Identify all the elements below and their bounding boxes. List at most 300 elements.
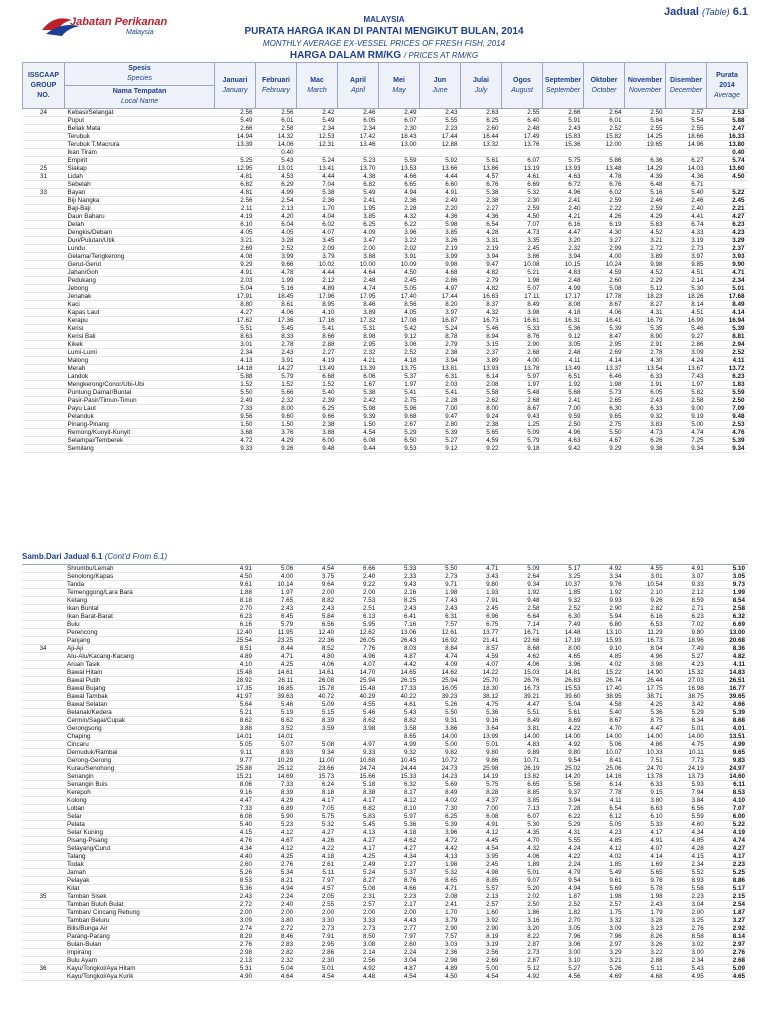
average-cell: 4.74 (707, 837, 748, 845)
price-cell: 2.90 (502, 341, 543, 349)
price-cell: 4.54 (296, 973, 337, 981)
table-row (23, 109, 748, 117)
price-cell: 3.01 (215, 341, 256, 349)
table-row (23, 165, 748, 173)
price-cell: 17.17 (543, 293, 584, 301)
price-cell: 2.12 (297, 277, 338, 285)
price-cell: 2.67 (379, 421, 420, 429)
price-cell: 17.16 (297, 317, 338, 325)
price-cell: 5.54 (666, 117, 707, 125)
month-header: Mei May (379, 63, 420, 109)
price-cell: 9.34 (666, 445, 707, 453)
price-cell: 2.49 (420, 197, 461, 205)
price-cell: 5.12 (625, 285, 666, 293)
price-cell: 8.39 (296, 717, 337, 725)
price-cell: 3.33 (337, 917, 378, 925)
price-cell: 5.65 (461, 429, 502, 437)
price-cell: 2.30 (502, 197, 543, 205)
price-cell: 9.54 (543, 877, 584, 885)
price-cell: 6.75 (460, 621, 501, 629)
price-cell: 8.85 (460, 877, 501, 885)
price-cell: 5.11 (625, 965, 666, 973)
group-cell (23, 197, 65, 205)
price-cell: 10.29 (255, 757, 296, 765)
price-cell: 5.43 (378, 709, 419, 717)
price-cell: 2.09 (297, 245, 338, 253)
table-row (22, 709, 748, 717)
price-cell: 8.75 (625, 717, 666, 725)
table-row (23, 405, 748, 413)
price-cell: 14.61 (255, 669, 296, 677)
price-cell: 3.79 (419, 917, 460, 925)
price-cell: 4.50 (379, 269, 420, 277)
price-cell: 7.43 (419, 597, 460, 605)
table-row (22, 637, 748, 645)
price-cell: 2.87 (501, 957, 542, 965)
price-cell: 4.25 (255, 853, 296, 861)
price-cell: 6.02 (297, 221, 338, 229)
table-row (22, 789, 748, 797)
price-cell: 3.20 (543, 237, 584, 245)
price-cell: 2.76 (214, 941, 255, 949)
price-cell: 2.42 (297, 109, 338, 117)
species-name-cell: Alu-Alu/Kacang-Kacang (64, 653, 214, 661)
price-cell: 2.36 (379, 197, 420, 205)
table-row (22, 565, 748, 573)
unit-title: HARGA DALAM RM/KG / PRICES AT RM/KG (289, 50, 479, 61)
average-cell: 6.23 (707, 221, 748, 229)
price-cell: 14.06 (256, 141, 297, 149)
price-cell: 5.15 (296, 709, 337, 717)
average-cell: 6.11 (707, 781, 748, 789)
price-cell: 5.92 (420, 157, 461, 165)
average-cell: 4.99 (707, 741, 748, 749)
price-cell: 4.64 (338, 269, 379, 277)
average-cell: 9.48 (707, 413, 748, 421)
price-cell: 24.44 (378, 765, 419, 773)
price-cell: 9.68 (379, 413, 420, 421)
price-cell: 5.61 (461, 157, 502, 165)
price-cell: 8.29 (214, 933, 255, 941)
price-cell: 8.41 (584, 757, 625, 765)
group-cell (23, 333, 65, 341)
price-cell: 38.95 (584, 693, 625, 701)
price-cell: 9.80 (666, 629, 707, 637)
table-row (23, 229, 748, 237)
price-cell: 40.29 (337, 693, 378, 701)
price-cell: 39.63 (255, 693, 296, 701)
price-cell: 2.56 (215, 109, 256, 117)
price-cell: 4.50 (419, 973, 460, 981)
price-cell: 27.03 (666, 677, 707, 685)
price-cell: 4.23 (584, 829, 625, 837)
price-cell: 5.46 (337, 709, 378, 717)
price-cell: 8.57 (460, 645, 501, 653)
price-cell: 2.57 (666, 109, 707, 117)
group-cell (23, 317, 65, 325)
price-cell: 1.85 (543, 589, 584, 597)
price-cell: 2.56 (460, 949, 501, 957)
price-cell: 13.10 (584, 629, 625, 637)
price-cell: 10.24 (584, 261, 625, 269)
price-cell: 2.58 (256, 125, 297, 133)
species-name-cell: Kapas Laut (65, 309, 215, 317)
price-cell: 9.54 (543, 757, 584, 765)
price-cell: 13.49 (297, 365, 338, 373)
price-cell: 4.05 (256, 229, 297, 237)
group-cell (22, 909, 64, 917)
price-cell: 7.00 (460, 805, 501, 813)
price-cell: 2.60 (214, 861, 255, 869)
group-cell (22, 781, 64, 789)
species-name-cell: Bilis/Bunga Air (64, 925, 214, 933)
price-cell: 7.33 (215, 405, 256, 413)
group-cell (22, 685, 64, 693)
price-cell: 5.41 (379, 389, 420, 397)
price-cell: 5.16 (625, 189, 666, 197)
price-cell: 8.46 (338, 301, 379, 309)
price-cell: 5.46 (461, 325, 502, 333)
price-cell: 5.16 (256, 285, 297, 293)
average-cell: 8.81 (707, 333, 748, 341)
price-cell: 6.33 (625, 781, 666, 789)
table-row (22, 613, 748, 621)
price-cell: 2.49 (215, 397, 256, 405)
species-name-cell: Pelata (64, 821, 214, 829)
price-cell: 5.40 (297, 389, 338, 397)
price-cell: 4.85 (666, 837, 707, 845)
price-cell: 7.14 (501, 621, 542, 629)
species-header: Spesis Species (65, 63, 215, 86)
price-cell: 3.99 (420, 253, 461, 261)
price-cell: 15.66 (337, 773, 378, 781)
price-cell: 5.88 (215, 373, 256, 381)
price-cell: 2.43 (378, 605, 419, 613)
price-cell: 3.10 (543, 957, 584, 965)
price-cell: 4.72 (215, 437, 256, 445)
price-cell: 4.00 (502, 357, 543, 365)
price-cell: 4.86 (625, 741, 666, 749)
price-cell: 5.83 (625, 221, 666, 229)
price-cell: 3.86 (419, 725, 460, 733)
group-cell: 31 (23, 173, 65, 181)
price-cell: 5.27 (666, 653, 707, 661)
price-cell: 19.65 (625, 141, 666, 149)
price-cell: 25.70 (460, 677, 501, 685)
price-cell: 6.32 (378, 781, 419, 789)
price-cell: 3.06 (379, 341, 420, 349)
species-name-cell: Siakap (65, 165, 215, 173)
price-cell: 2.13 (460, 893, 501, 901)
group-cell (23, 133, 65, 141)
price-cell: 11.29 (625, 629, 666, 637)
table-row (23, 293, 748, 301)
price-cell: 5.36 (543, 325, 584, 333)
price-cell: 2.41 (543, 397, 584, 405)
price-cell: 2.88 (297, 341, 338, 349)
price-cell: 8.95 (297, 301, 338, 309)
price-cell: 5.69 (584, 885, 625, 893)
price-cell: 4.18 (543, 309, 584, 317)
price-cell: 18.43 (379, 133, 420, 141)
price-cell: 6.53 (625, 621, 666, 629)
price-cell: 5.55 (543, 837, 584, 845)
price-cell: 8.21 (255, 877, 296, 885)
price-cell: 2.40 (337, 573, 378, 581)
species-name-cell: Kaci (65, 301, 215, 309)
price-cell: 4.91 (625, 837, 666, 845)
price-cell: 6.05 (338, 117, 379, 125)
price-cell: 14.32 (256, 133, 297, 141)
price-cell: 7.00 (420, 405, 461, 413)
price-cell: 2.98 (214, 949, 255, 957)
table-row (22, 829, 748, 837)
price-cell: 4.20 (256, 213, 297, 221)
price-cell: 5.49 (215, 117, 256, 125)
species-name-cell: Cermin/Sagai/Cupak (64, 717, 214, 725)
price-cell: 13.53 (379, 165, 420, 173)
price-cell: 2.48 (543, 349, 584, 357)
price-cell: 2.69 (460, 957, 501, 965)
price-cell: 5.18 (337, 781, 378, 789)
price-cell: 10.09 (379, 261, 420, 269)
price-cell: 6.07 (501, 813, 542, 821)
price-cell: 1.25 (502, 421, 543, 429)
price-cell: 2.72 (214, 901, 255, 909)
price-cell: 16.85 (255, 685, 296, 693)
price-cell: 17.40 (584, 685, 625, 693)
species-name-cell: Sebelah (65, 181, 215, 189)
price-cell: 2.91 (625, 341, 666, 349)
price-cell: 5.58 (461, 389, 502, 397)
price-cell: 4.07 (460, 661, 501, 669)
price-cell: 4.07 (297, 229, 338, 237)
average-cell: 4.10 (707, 797, 748, 805)
average-cell: 1.83 (707, 381, 748, 389)
price-cell: 10.71 (501, 757, 542, 765)
price-cell: 9.53 (379, 445, 420, 453)
price-cell: 3.85 (420, 229, 461, 237)
price-cell: 2.39 (297, 397, 338, 405)
price-cell: 4.25 (337, 853, 378, 861)
price-cell: 16.31 (543, 317, 584, 325)
price-cell: 8.49 (419, 789, 460, 797)
average-cell: 13.60 (707, 165, 748, 173)
price-cell: 2.43 (214, 893, 255, 901)
price-cell: 4.55 (625, 565, 666, 573)
price-cell: 2.00 (214, 909, 255, 917)
species-name-cell: Remong/Kunyit-Kunyit (65, 429, 215, 437)
price-cell: 9.27 (666, 333, 707, 341)
group-cell (22, 653, 64, 661)
price-cell: 8.18 (214, 597, 255, 605)
average-cell: 5.39 (707, 325, 748, 333)
price-cell: 13.70 (338, 165, 379, 173)
price-cell: 2.34 (666, 861, 707, 869)
price-cell: 3.00 (666, 949, 707, 957)
price-cell: 4.67 (255, 837, 296, 845)
group-cell (23, 421, 65, 429)
price-cell: 3.86 (502, 253, 543, 261)
price-cell: 3.81 (501, 725, 542, 733)
price-cell: 2.68 (502, 397, 543, 405)
price-cell: 9.47 (420, 413, 461, 421)
average-cell: 14.60 (707, 773, 748, 781)
price-cell: 9.32 (625, 413, 666, 421)
price-cell: 4.19 (297, 357, 338, 365)
price-cell: 6.10 (215, 221, 256, 229)
country-title: MALAYSIA (363, 15, 405, 24)
price-cell: 8.65 (419, 877, 460, 885)
price-cell: 2.08 (461, 381, 502, 389)
price-cell: 14.20 (543, 773, 584, 781)
price-cell: 9.56 (215, 413, 256, 421)
price-cell: 6.40 (502, 117, 543, 125)
price-cell: 5.29 (666, 709, 707, 717)
price-cell: 2.90 (584, 605, 625, 613)
price-cell: 4.98 (460, 869, 501, 877)
price-cell: 9.33 (337, 749, 378, 757)
price-cell: 4.73 (502, 229, 543, 237)
table-row (22, 629, 748, 637)
price-cell: 40.22 (378, 693, 419, 701)
price-cell: 1.50 (256, 421, 297, 429)
average-cell: 1.87 (707, 909, 748, 917)
price-cell: 17.49 (502, 133, 543, 141)
price-cell: 8.27 (625, 301, 666, 309)
price-cell: 4.44 (297, 269, 338, 277)
price-cell: 2.11 (215, 205, 256, 213)
average-cell: 8.86 (707, 877, 748, 885)
table-row (22, 869, 748, 877)
price-cell: 5.45 (337, 821, 378, 829)
average-cell: 5.74 (707, 157, 748, 165)
price-cell: 9.34 (296, 749, 337, 757)
price-cell: 6.89 (255, 805, 296, 813)
price-cell: 4.04 (297, 213, 338, 221)
group-cell (22, 597, 64, 605)
price-cell: 14.81 (543, 669, 584, 677)
price-cell: 2.95 (296, 941, 337, 949)
average-header: Purata 2014 Average (707, 63, 748, 109)
price-cell: 4.63 (543, 173, 584, 181)
price-cell: 7.00 (543, 405, 584, 413)
price-cell: 5.37 (379, 373, 420, 381)
price-cell: 2.45 (460, 605, 501, 613)
price-cell (584, 149, 625, 157)
price-cell: 3.29 (584, 949, 625, 957)
average-cell: 1.99 (707, 589, 748, 597)
price-cell: 4.55 (337, 701, 378, 709)
price-cell: 3.91 (379, 253, 420, 261)
price-cell: 8.61 (256, 301, 297, 309)
price-cell: 3.31 (461, 237, 502, 245)
price-cell: 3.96 (543, 661, 584, 669)
average-cell: 13.72 (707, 365, 748, 373)
group-cell (22, 677, 64, 685)
price-cell: 9.43 (378, 581, 419, 589)
price-cell: 5.33 (502, 325, 543, 333)
price-cell: 8.34 (666, 717, 707, 725)
price-cell: 9.37 (543, 789, 584, 797)
table-row (23, 341, 748, 349)
price-cell: 5.43 (666, 965, 707, 973)
price-cell: 3.88 (297, 429, 338, 437)
price-cell: 9.80 (543, 749, 584, 757)
price-cell: 4.40 (214, 853, 255, 861)
price-cell: 13.73 (666, 773, 707, 781)
table-row (22, 573, 748, 581)
species-name-cell: Landok (65, 373, 215, 381)
price-cell: 14.70 (337, 669, 378, 677)
price-cell: 4.89 (297, 285, 338, 293)
price-cell: 26.08 (296, 677, 337, 685)
average-cell: 24.97 (707, 765, 748, 773)
species-name-cell: Tamban/ Cincang Rebung (64, 909, 214, 917)
species-name-cell: Beliak Mata (65, 125, 215, 133)
price-cell: 2.40 (255, 901, 296, 909)
price-cell: 2.50 (625, 109, 666, 117)
price-cell: 4.61 (378, 701, 419, 709)
price-cell: 9.85 (666, 261, 707, 269)
price-cell (296, 733, 337, 741)
price-cell: 4.68 (420, 269, 461, 277)
price-cell: 6.00 (297, 437, 338, 445)
price-cell: 2.46 (625, 197, 666, 205)
species-name-cell: Puntung Damar/Buntal (65, 389, 215, 397)
price-cell: 2.87 (501, 941, 542, 949)
price-cell: 9.18 (502, 445, 543, 453)
price-cell: 4.14 (584, 357, 625, 365)
price-cell: 4.47 (543, 229, 584, 237)
average-cell: 6.23 (707, 373, 748, 381)
price-cell: 12.40 (296, 629, 337, 637)
species-name-cell: Terubuk T.Macrura (65, 141, 215, 149)
table-row (23, 205, 748, 213)
price-cell: 4.95 (666, 973, 707, 981)
price-cell: 5.26 (214, 869, 255, 877)
price-cell: 4.97 (420, 285, 461, 293)
price-cell: 9.29 (584, 445, 625, 453)
price-cell: 5.20 (501, 885, 542, 893)
group-cell (23, 437, 65, 445)
price-cell: 10.72 (419, 757, 460, 765)
species-name-cell: Kerepoh (64, 789, 214, 797)
table-row (23, 237, 748, 245)
price-cell: 8.14 (666, 301, 707, 309)
price-cell: 3.08 (337, 941, 378, 949)
price-cell: 5.66 (256, 389, 297, 397)
price-cell: 6.54 (461, 221, 502, 229)
price-cell: 25.88 (214, 765, 255, 773)
species-name-cell: Mengkerong/Conor/Ubi-Ubi (65, 381, 215, 389)
price-cell: 4.56 (543, 973, 584, 981)
price-cell: 4.47 (501, 701, 542, 709)
price-cell: 4.64 (255, 973, 296, 981)
price-cell: 5.98 (420, 221, 461, 229)
price-cell: 4.21 (338, 357, 379, 365)
price-cell: 4.27 (296, 829, 337, 837)
month-header: September September (543, 63, 584, 109)
group-cell (22, 925, 64, 933)
price-cell: 3.25 (666, 917, 707, 925)
price-cell: 4.45 (460, 837, 501, 845)
price-cell: 6.01 (256, 117, 297, 125)
price-cell: 13.93 (543, 165, 584, 173)
price-cell: 6.16 (543, 221, 584, 229)
table-row (22, 733, 748, 741)
price-cell: 2.43 (625, 397, 666, 405)
